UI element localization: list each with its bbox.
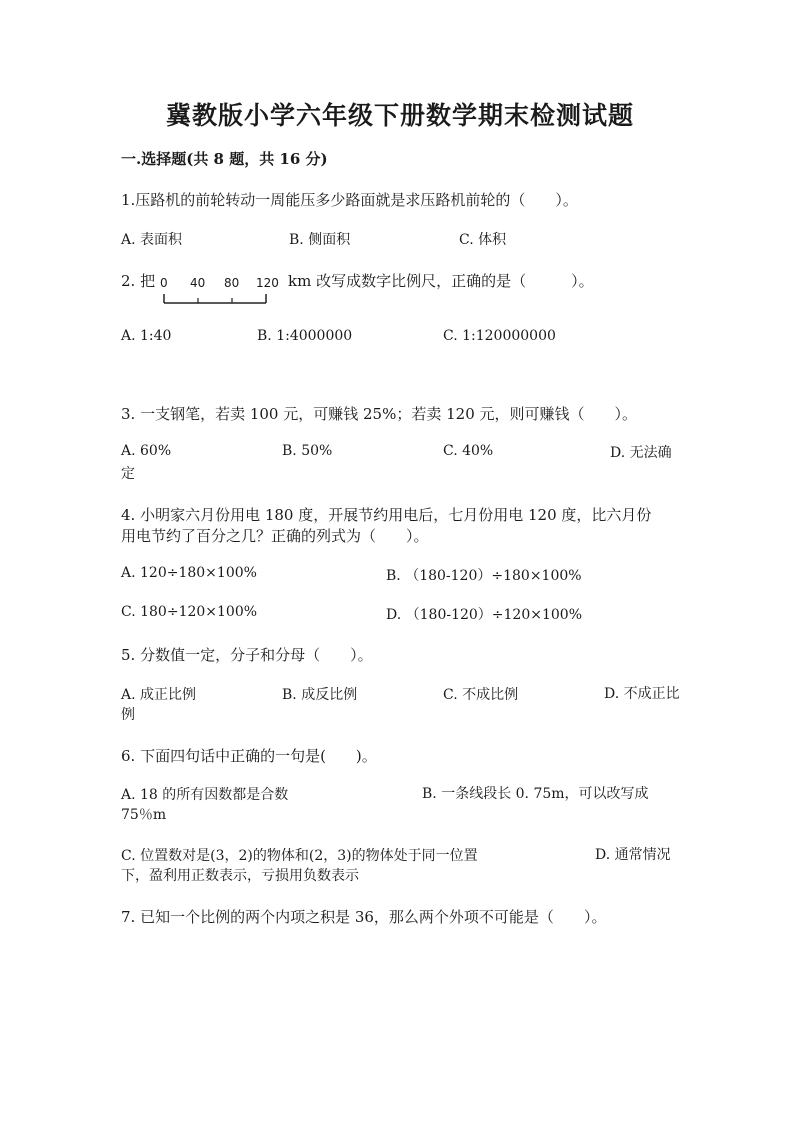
q5-option-d: D. 不成正比例: [121, 686, 680, 723]
q2-option-a: A. 1:40: [121, 328, 172, 344]
question-4-line-1: 4. 小明家六月份用电 180 度，开展节约用电后，七月份用电 120 度，比六月份: [121, 506, 652, 524]
question-3-stem: 3. 一支钢笔，若卖 100 元，可赚钱 25%；若卖 120 元，则可赚钱（ ）。: [121, 405, 638, 423]
scale-tick-label: 120: [256, 276, 279, 290]
q1-option-b: B. 侧面积: [289, 232, 351, 248]
question-1-stem: 1.压路机的前轮转动一周能压多少路面就是求压路机前轮的（ ）。: [121, 191, 578, 209]
q3-option-b: B. 50%: [282, 443, 333, 459]
q3-option-c: C. 40%: [443, 443, 494, 459]
q4-option-c: C. 180÷120×100%: [121, 604, 258, 620]
q4-option-a: A. 120÷180×100%: [121, 565, 257, 581]
scale-tick-label: 80: [224, 276, 240, 290]
q6-option-c: C. 位置数对是(3，2)的物体和(2，3)的物体处于同一位置: [121, 848, 478, 864]
q6-option-a: A. 18 的所有因数都是合数: [121, 787, 289, 803]
question-4-line-2: 用电节约了百分之几？正确的列式为（ ）。: [121, 527, 429, 545]
scale-tick-label: 0: [160, 276, 168, 290]
scale-tick-label: 40: [190, 276, 206, 290]
q1-option-a: A. 表面积: [121, 232, 183, 248]
q4-option-b: B. （180-120）÷180×100%: [386, 568, 582, 584]
question-5-stem: 5. 分数值一定，分子和分母（ ）。: [121, 646, 373, 664]
q3-option-d: D. 无法确定: [121, 445, 672, 482]
q6-option-d: D. 通常情况下，盈利用正数表示，亏损用负数表示: [121, 847, 671, 884]
q6-option-b: B. 一条线段长 0. 75m，可以改写成 75％m: [121, 786, 649, 823]
section-heading: 一.选择题(共 8 题，共 16 分): [121, 150, 328, 168]
line-scale: [160, 276, 290, 306]
q2-option-c: C. 1:120000000: [443, 328, 556, 344]
q5-option-b: B. 成反比例: [282, 687, 358, 703]
question-2-suffix: km 改写成数字比例尺，正确的是（ ）。: [288, 272, 594, 290]
q4-option-d: D. （180-120）÷120×100%: [386, 607, 583, 623]
scale-bar: [160, 292, 290, 306]
q5-option-c: C. 不成比例: [443, 687, 519, 703]
question-2-prefix: 2. 把: [121, 272, 156, 290]
question-7-stem: 7. 已知一个比例的两个内项之积是 36，那么两个外项不可能是（ ）。: [121, 908, 607, 926]
q5-option-a: A. 成正比例: [121, 687, 197, 703]
page-title: 冀教版小学六年级下册数学期末检测试题: [165, 101, 634, 130]
q1-option-c: C. 体积: [459, 232, 507, 248]
q2-option-b: B. 1:4000000: [257, 328, 353, 344]
question-6-stem: 6. 下面四句话中正确的一句是( )。: [121, 747, 377, 765]
q3-option-a: A. 60%: [121, 443, 172, 459]
